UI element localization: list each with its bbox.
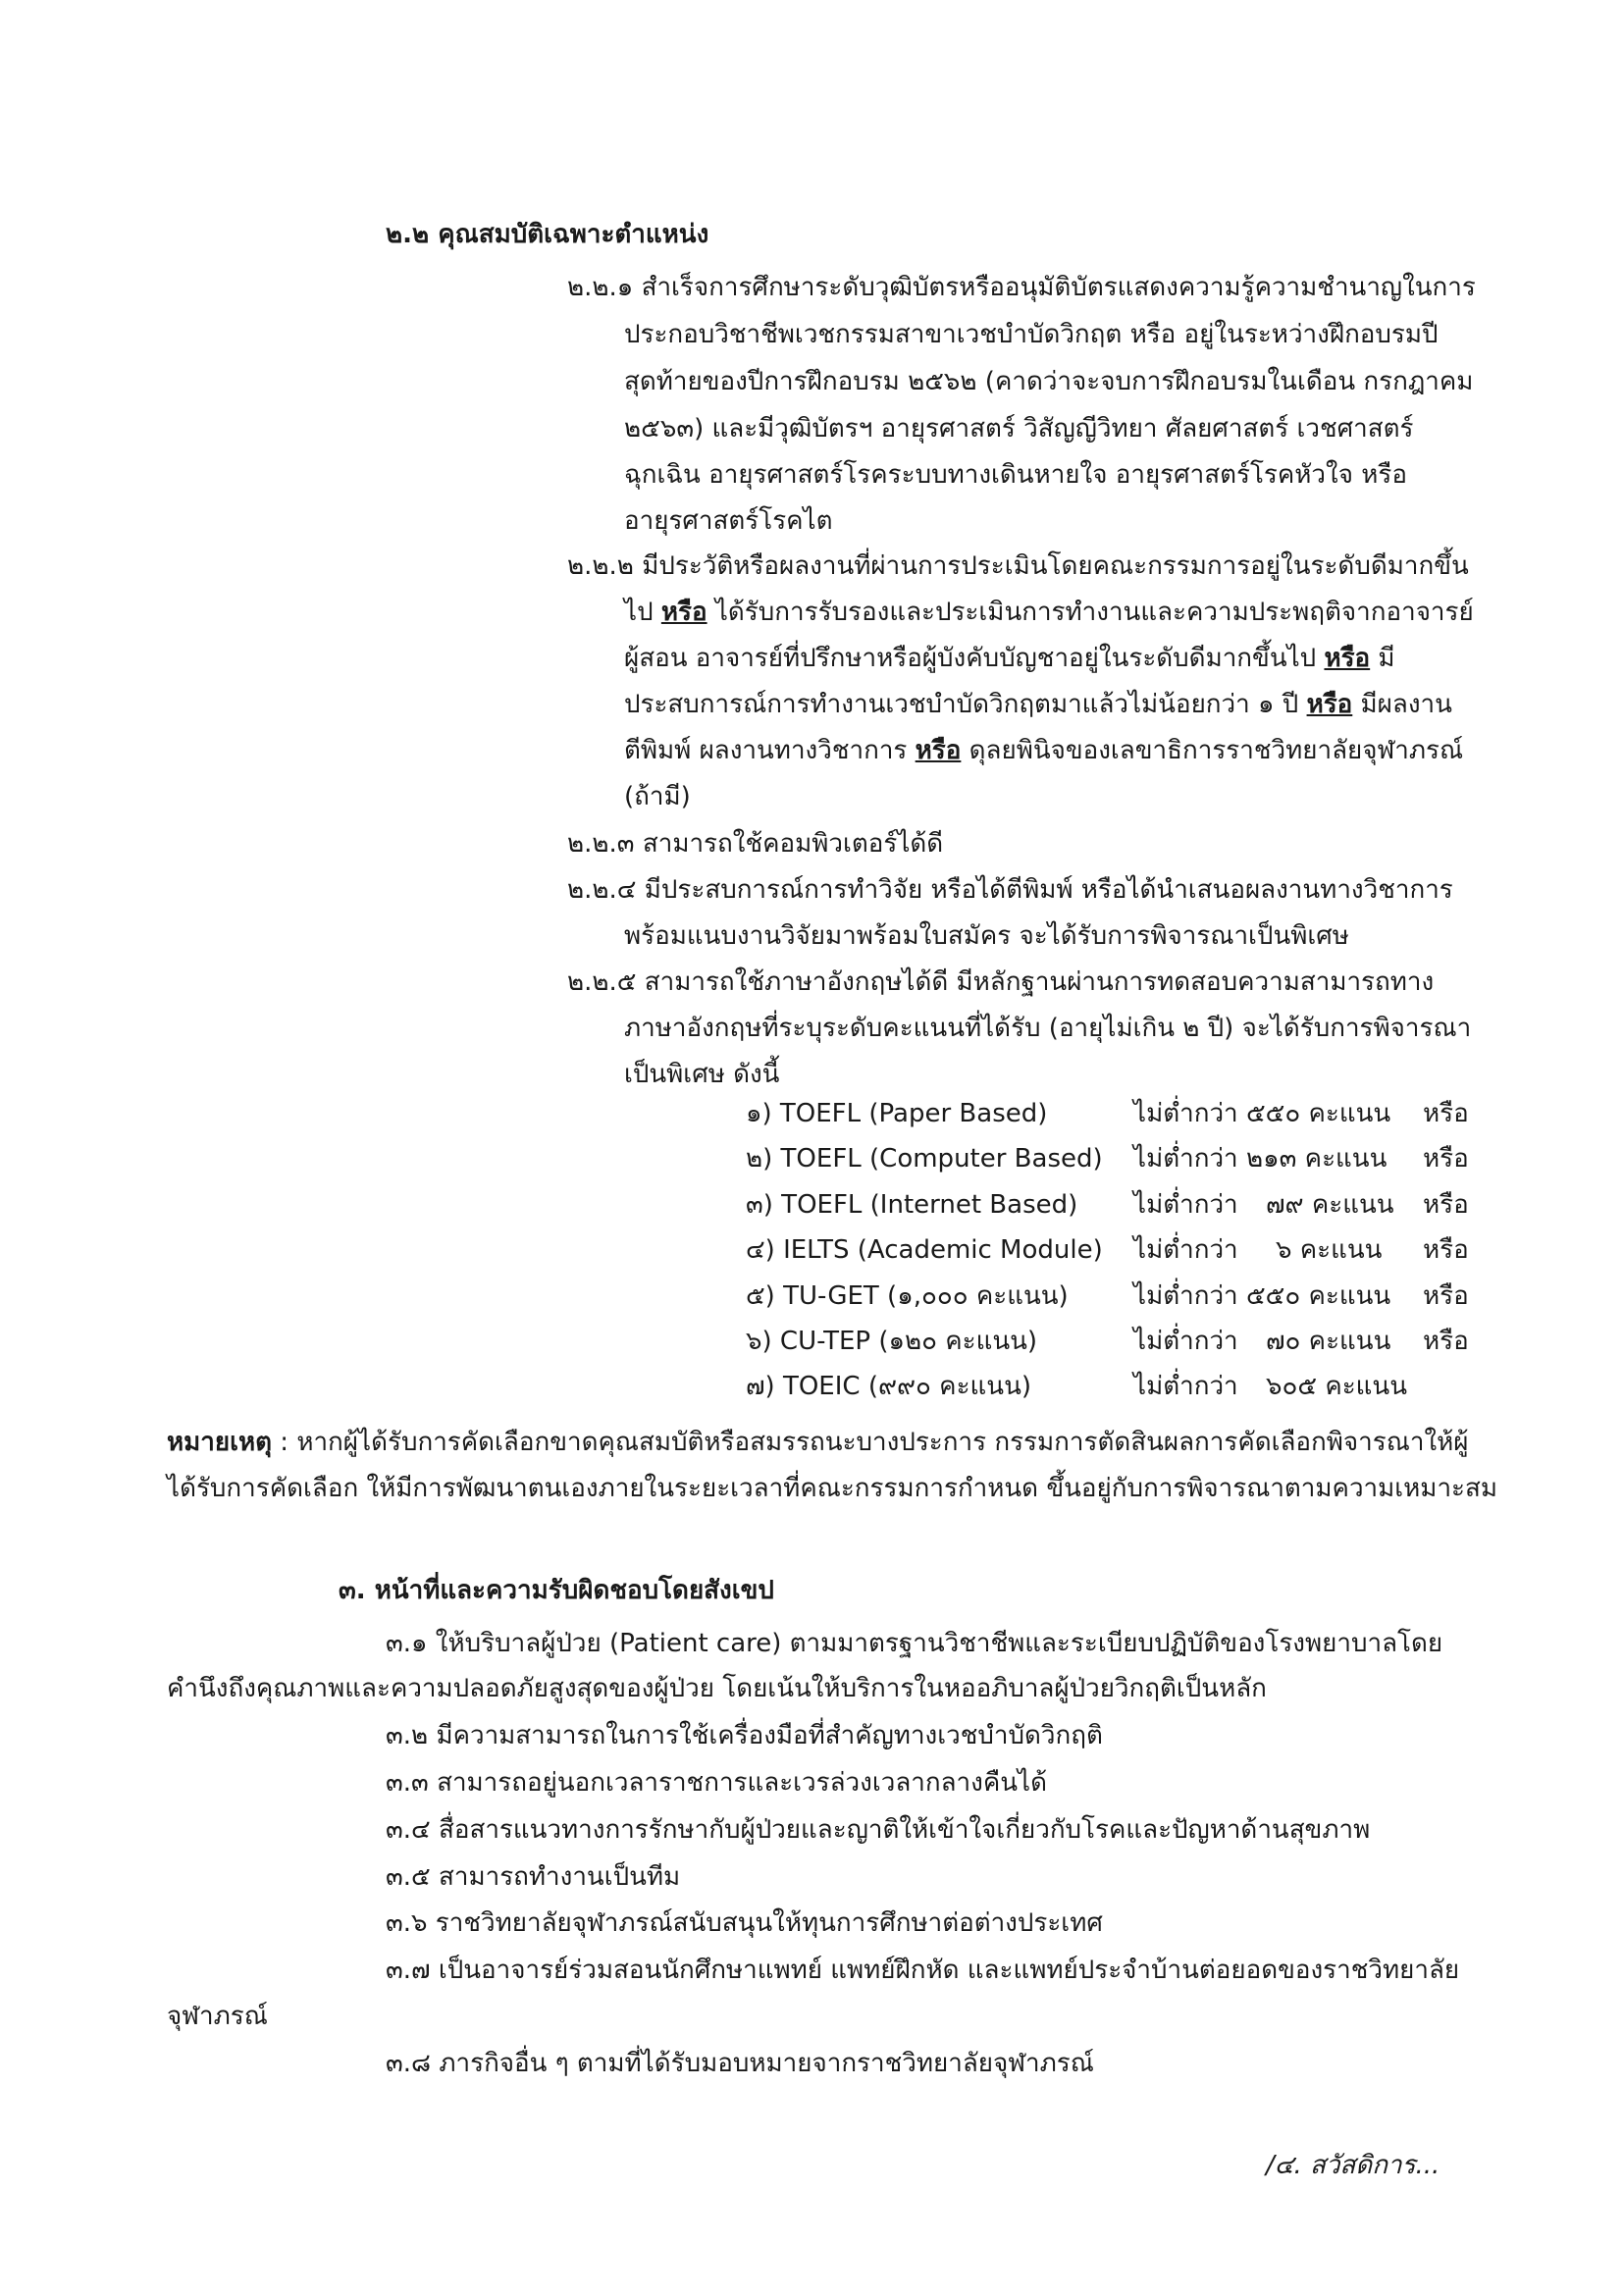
duty-3-8: ๓.๘ ภารกิจอื่น ๆ ตามที่ได้รับมอบหมายจากราชวิทยาลัยจุฬาภรณ์ — [386, 2049, 1094, 2078]
section-3-heading: ๓. หน้าที่และความรับผิดชอบโดยสังเขป — [339, 1576, 774, 1605]
continuation-footer: /๔. สวัสดิการ... — [1266, 2151, 1440, 2180]
duty-3-7: ๓.๗ เป็นอาจารย์ร่วมสอนนักศึกษาแพทย์ แพทย์ฝึกหัด และแพทย์ประจำบ้านต่อยอดของราชวิทยาลัย — [386, 1956, 1460, 1985]
duty-3-4: ๓.๔ สื่อสารแนวทางการรักษากับผู้ป่วยและญาติให้เข้าใจเกี่ยวกับโรคและปัญหาด้านสุขภาพ — [386, 1815, 1371, 1845]
or-emphasis: หรือ — [1306, 690, 1353, 719]
note-label: หมายเหตุ — [167, 1428, 273, 1457]
document-page: ๒.๒ คุณสมบัติเฉพาะตำแหน่ง ๒.๒.๑ สำเร็จการศึกษาระดับวุฒิบัตรหรืออนุมัติบัตรแสดงความรู้ความชำนาญในการ ประกอบวิชาชีพเวชกรรมสาขาเวชบำบัดวิกฤต หรือ อยู่ในระหว่างฝึกอบรมปี สุดท้ายของปีการฝึกอบรม ๒๕๖๒ (คาดว่าจะจบการฝึกอบรมในเดือน กรกฎาคม ๒๕๖๓) และมีวุฒิบัตรฯ อายุรศาสตร์ วิสัญญีวิทยา ศัลยศาสตร์ เวชศาสตร์ ฉุกเฉิน อายุรศาสตร์โรคระบบทางเดินหายใจ อายุรศาสตร์โรคหัวใจ หรือ อายุรศาสตร์โรคไต ๒.๒.๒ มีประวัติหรือผลงานที่ผ่านการประเมินโดยคณะกรรมการอยู่ในระดับดีมากขึ้น ไป หรือ ได้รับการรับรองและประเมินการทำงานและความประพฤติจากอาจารย์ ผู้สอน อาจารย์ที่ปรึกษาหรือผู้บังคับบัญชาอยู่ในระดับดีมากขึ้นไป หรือ มี ประสบการณ์การทำงานเวชบำบัดวิกฤตมาแล้วไม่น้อยกว่า ๑ ปี หรือ มีผลงาน ตีพิมพ์ ผลงานทางวิชาการ หรือ ดุลยพินิจของเลขาธิการราชวิทยาลัยจุฬาภรณ์ (ถ้ามี) ๒.๒.๓ สามารถใช้คอมพิวเตอร์ได้ดี ๒.๒.๔ มีประสบการณ์การทำวิจัย หรือได้ตีพิมพ์ หรือได้นำเสนอผลงานทางวิชาการ พร้อมแนบงานวิจัยมาพร้อมใบสมัคร จะได้รับการพิจารณาเป็นพิเศษ ๒.๒.๕ สามารถใช้ภาษาอังกฤษได้ดี มีหลักฐานผ่านการทดสอบความสามารถทาง ภาษาอังกฤษที่ระบุระดับคะแนนที่ได้รับ (อายุไม่เกิน ๒ ปี) จะได้รับการพิจารณา เป็นพิเศษ ดังนี้ ๑) TOEFL (Paper Based) ไม่ต่ำกว่า ๕๕๐ คะแนน หรือ ๒) TOEFL (Computer Based) ไม่ต่ำกว่า ๒๑๓ คะแนน หรือ ๓) TOEFL (Internet Based) ไม่ต่ำกว่า ๗๙ คะแนน หรือ ๔) IELTS (Academic Module) ไม่ต่ำกว่า ๖ คะแนน หรือ ๕) TU-GET (๑,๐๐๐ คะแนน) ไม่ต่ำกว่า ๕๕๐ คะแนน หรือ ๖) CU-TEP (๑๒๐ คะแนน) ไม่ต่ำกว่า ๗๐ คะแนน หรือ ๗) TOEIC (๙๙๐ คะแนน) ไม่ต่ำกว่า ๖๐๕ คะแนน หมายเหตุ : หากผู้ได้รับการคัดเลือกขาดคุณสมบัติหรือสมรรถนะบางประการ กรรมการตัดสินผลการคัดเลือกพิจารณาให้ผู้ ได้รับการคัดเลือก ให้มีการพัฒนาตนเองภายในระยะเวลาที่คณะกรรมการกำหนด ขึ้นอยู่กับการพิจารณาตามความเหมาะสม ๓. หน้าที่และความรับผิดชอบโดยสังเขป ๓.๑ ให้บริบาลผู้ป่วย (Patient care) ตามมาตรฐานวิชาชีพและระเบียบปฏิบัติของโรงพยาบาลโดย คำนึงถึงคุณภาพและความปลอดภัยสูงสุดของผู้ป่วย โดยเน้นให้บริการในหออภิบาลผู้ป่วยวิกฤติเป็นหลัก ๓.๒ มีความสามารถในการใช้เครื่องมือที่สำคัญทางเวชบำบัดวิกฤติ ๓.๓ สามารถอยู่นอกเวลาราชการและเวรล่วงเวลากลางคืนได้ ๓.๔ สื่อสารแนวทางการรักษากับผู้ป่วยและญาติให้เข้าใจเกี่ยวกับโรคและปัญหาด้านสุขภาพ ๓.๕ สามารถทำงานเป็นทีม ๓.๖ ราชวิทยาลัยจุฬาภรณ์สนับสนุนให้ทุนการศึกษาต่อต่างประเทศ ๓.๗ เป็นอาจารย์ร่วมสอนนักศึกษาแพทย์ แพทย์ฝึกหัด และแพทย์ประจำบ้านต่อยอดของราชวิทยาลัย จุฬาภรณ์ ๓.๘ ภารกิจอื่น ๆ ตามที่ได้รับมอบหมายจากราชวิทยาลัยจุฬาภรณ์ /๔. สวัสดิการ... — [167, 220, 1498, 2180]
duty-3-5: ๓.๕ สามารถทำงานเป็นทีม — [386, 1862, 681, 1892]
duty-3-7-cont: จุฬาภรณ์ — [167, 2002, 268, 2031]
or-emphasis: หรือ — [1324, 644, 1371, 673]
duty-3-3: ๓.๓ สามารถอยู่นอกเวลาราชการและเวรล่วงเวลากลางคืนได้ — [386, 1768, 1047, 1798]
duty-3-1: ๓.๑ ให้บริบาลผู้ป่วย (Patient care) ตามมาตรฐานวิชาชีพและระเบียบปฏิบัติของโรงพยาบาลโดย — [386, 1629, 1443, 1658]
duty-3-1-cont: คำนึงถึงคุณภาพและความปลอดภัยสูงสุดของผู้ป่วย โดยเน้นให้บริการในหออภิบาลผู้ป่วยวิกฤติเป็นหลัก — [167, 1674, 1267, 1703]
item-2-2-3: ๒.๒.๓ สามารถใช้คอมพิวเตอร์ได้ดี — [567, 829, 944, 859]
duty-3-2: ๓.๒ มีความสามารถในการใช้เครื่องมือที่สำคัญทางเวชบำบัดวิกฤติ — [386, 1721, 1103, 1750]
section-2-2-heading: ๒.๒ คุณสมบัติเฉพาะตำแหน่ง — [386, 220, 709, 249]
or-emphasis: หรือ — [915, 736, 962, 765]
or-emphasis: หรือ — [660, 598, 707, 627]
duty-3-6: ๓.๖ ราชวิทยาลัยจุฬาภรณ์สนับสนุนให้ทุนการศึกษาต่อต่างประเทศ — [386, 1908, 1103, 1938]
